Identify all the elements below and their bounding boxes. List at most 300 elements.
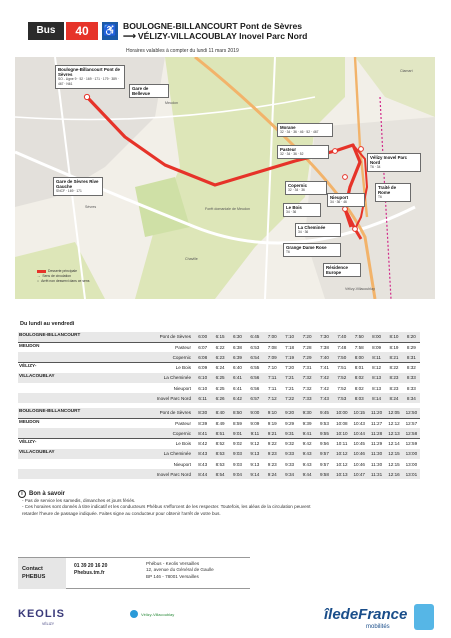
time-cell: 7:50 <box>351 332 368 342</box>
address-line: BP 146 - 78001 Versailles <box>146 573 199 579</box>
time-cell: 9:21 <box>264 428 281 438</box>
time-cell: 8:34 <box>403 393 420 403</box>
time-cell: 10:12 <box>333 449 350 459</box>
time-cell: 9:10 <box>264 408 281 418</box>
time-cell: 8:32 <box>403 363 420 373</box>
time-cell: 9:11 <box>246 428 263 438</box>
time-cell: 8:50 <box>229 408 246 418</box>
contact-label-1: Contact <box>22 566 43 572</box>
schedule-title: Du lundi au vendredi <box>20 321 75 327</box>
time-cell: 9:33 <box>285 461 295 467</box>
time-cell: 7:40 <box>316 352 333 362</box>
stop-cell: La Cheminée <box>100 373 194 383</box>
time-cell: 9:56 <box>316 439 333 449</box>
time-cell: 9:33 <box>281 449 298 459</box>
time-cell: 7:30 <box>316 332 333 342</box>
time-cell: 11:20 <box>368 408 385 418</box>
callout-name: Gare de Bellevue <box>132 86 151 96</box>
time-cell: 9:44 <box>298 469 315 479</box>
time-cell: 7:21 <box>281 373 298 383</box>
arrow-right-icon: → <box>37 274 41 278</box>
line-header <box>28 22 424 44</box>
keolis-sub: VÉLIZY <box>42 622 55 626</box>
time-cell: 12:05 <box>385 408 402 418</box>
time-cell: 7:42 <box>316 373 333 383</box>
callout-pont-de-sevres <box>55 65 125 89</box>
callout-traite-de-rome <box>375 183 411 202</box>
callout-morane <box>277 123 333 137</box>
time-cell: 6:38 <box>229 342 246 352</box>
callout-nieuport <box>327 193 365 207</box>
time-cell: 6:10 <box>198 385 208 391</box>
stop-cell: Le Bois <box>100 363 194 373</box>
commune-cell <box>18 428 100 438</box>
time-cell: 12:14 <box>385 439 402 449</box>
time-cell: 7:33 <box>298 393 315 403</box>
stop-cell: Nieuport <box>173 461 191 467</box>
timetable-late-morning <box>18 408 420 479</box>
time-cell: 8:53 <box>215 461 225 467</box>
contact-website[interactable]: Phebus.tm.fr <box>74 570 105 576</box>
time-cell: 7:32 <box>302 385 312 391</box>
time-cell: 7:38 <box>316 342 333 352</box>
table-row <box>18 408 420 418</box>
time-cell: 10:11 <box>333 439 350 449</box>
time-cell: 7:58 <box>351 342 368 352</box>
commune-cell <box>18 383 100 393</box>
callout-name: La Cheminée <box>298 225 326 230</box>
time-cell: 6:10 <box>194 373 211 383</box>
time-cell: 8:02 <box>351 373 368 383</box>
time-cell: 10:47 <box>351 469 368 479</box>
time-cell: 10:44 <box>351 428 368 438</box>
time-cell: 6:11 <box>194 393 211 403</box>
commune-cell <box>18 393 100 403</box>
commune-cell <box>18 459 100 469</box>
time-cell: 9:39 <box>298 418 315 428</box>
info-title: Bon à savoir <box>29 491 66 497</box>
time-cell: 6:26 <box>211 393 228 403</box>
place-label: Clamart <box>400 69 413 73</box>
time-cell: 7:52 <box>337 385 347 391</box>
time-cell: 9:45 <box>316 408 333 418</box>
time-cell: 7:12 <box>264 393 281 403</box>
time-cell: 12:15 <box>388 461 400 467</box>
time-cell: 12:15 <box>385 449 402 459</box>
time-cell: 6:54 <box>246 352 263 362</box>
time-cell: 9:57 <box>316 449 333 459</box>
time-cell: 8:23 <box>385 373 402 383</box>
time-cell: 10:15 <box>351 408 368 418</box>
arrow-right-icon: ⟶ <box>123 31 136 41</box>
timetable-morning <box>18 332 420 403</box>
time-cell: 6:55 <box>246 363 263 373</box>
map-legend <box>37 269 90 284</box>
velizy-emblem-icon <box>130 610 138 618</box>
time-cell: 8:52 <box>211 439 228 449</box>
time-cell: 8:13 <box>372 385 382 391</box>
table-row <box>18 332 420 342</box>
time-cell: 9:30 <box>298 408 315 418</box>
time-cell: 7:29 <box>298 352 315 362</box>
time-cell: 9:43 <box>302 461 312 467</box>
commune-cell: VILLACOUBLAY <box>18 373 100 383</box>
time-cell: 7:52 <box>333 373 350 383</box>
time-cell: 6:56 <box>246 373 263 383</box>
commune-cell: VÉLIZY- <box>18 363 100 373</box>
time-cell: 7:10 <box>281 332 298 342</box>
time-cell: 9:01 <box>229 428 246 438</box>
time-cell: 8:41 <box>194 428 211 438</box>
time-cell: 6:07 <box>194 342 211 352</box>
time-cell: 6:00 <box>194 332 211 342</box>
legend-row <box>37 279 90 283</box>
time-cell: 7:50 <box>333 352 350 362</box>
stop-cell: La Cheminée <box>100 449 194 459</box>
table-row <box>18 449 420 459</box>
time-cell: 9:04 <box>229 469 246 479</box>
route-destination-row <box>123 31 423 41</box>
time-cell: 9:03 <box>233 461 242 467</box>
stop-cell: Inovel Parc Nord <box>100 469 194 479</box>
time-cell: 10:10 <box>333 428 350 438</box>
time-cell: 9:31 <box>281 428 298 438</box>
velizy-label: Vélizy-Villacoublay <box>141 611 175 617</box>
time-cell: 6:53 <box>246 342 263 352</box>
time-cell: 7:31 <box>298 363 315 373</box>
time-cell: 13:00 <box>405 461 418 467</box>
commune-cell: BOULOGNE-BILLANCOURT <box>18 332 100 342</box>
commune-cell <box>18 352 100 362</box>
place-label: Sèvres <box>85 205 97 209</box>
commune-cell: BOULOGNE-BILLANCOURT <box>18 408 100 418</box>
time-cell: 11:30 <box>368 449 385 459</box>
bus-badge: Bus <box>28 22 64 40</box>
time-cell: 6:24 <box>211 363 228 373</box>
validity-note: Horaires valables à compter du lundi 11 mars 2019 <box>126 48 239 54</box>
time-cell: 6:41 <box>233 385 242 391</box>
time-cell: 7:48 <box>333 342 350 352</box>
time-cell: 7:28 <box>298 342 315 352</box>
contact-phone[interactable]: 01 39 20 16 20 <box>74 563 108 569</box>
table-row <box>18 439 420 449</box>
time-cell: 7:11 <box>267 385 277 391</box>
time-cell: 6:25 <box>215 385 225 391</box>
callout-codes: SNCF · 169 · 171 <box>56 189 82 193</box>
time-cell: 9:03 <box>229 449 246 459</box>
legend-swatch <box>37 270 46 273</box>
callout-codes: 32 · 34 · 36 · 52 <box>280 152 304 156</box>
idf-mobilites-sub: mobilités <box>366 624 390 630</box>
stop-cell: Pont de Sèvres <box>100 408 194 418</box>
time-cell: 7:00 <box>264 332 281 342</box>
stop-cell: Le Bois <box>100 439 194 449</box>
time-cell: 8:39 <box>194 418 211 428</box>
callout-name: Nieuport <box>330 195 349 200</box>
time-cell: 6:30 <box>229 332 246 342</box>
place-label: Chaville <box>185 257 198 261</box>
time-cell: 7:41 <box>316 363 333 373</box>
callout-name: Traité de Rome <box>378 185 397 195</box>
circle-icon: ○ <box>37 279 40 283</box>
time-cell: 8:43 <box>198 461 208 467</box>
time-cell: 6:57 <box>246 393 263 403</box>
time-cell: 9:02 <box>229 439 246 449</box>
commune-cell: MEUDON <box>18 418 100 428</box>
time-cell: 9:12 <box>246 439 263 449</box>
contact-label <box>18 558 66 589</box>
contact-label-2: PHEBUS <box>22 574 46 580</box>
info-title-row <box>18 490 433 498</box>
table-row <box>18 352 420 362</box>
callout-gare-de-bellevue <box>129 84 169 98</box>
time-cell: 7:22 <box>281 393 298 403</box>
callout-codes: 34 · 36 <box>286 210 297 214</box>
callout-name: Boulogne-Billancourt Pont de Sèvres <box>58 67 120 77</box>
time-cell: 12:58 <box>403 428 420 438</box>
time-cell: 11:28 <box>368 428 385 438</box>
legend-label: Sens de circulation <box>42 274 72 278</box>
time-cell: 9:43 <box>298 449 315 459</box>
time-cell: 9:55 <box>316 428 333 438</box>
callout-le-bois <box>283 203 321 217</box>
time-cell: 9:58 <box>316 469 333 479</box>
time-cell: 9:42 <box>298 439 315 449</box>
time-cell: 9:13 <box>246 449 263 459</box>
time-cell: 7:18 <box>281 342 298 352</box>
time-cell: 9:13 <box>250 461 260 467</box>
time-cell: 9:22 <box>264 439 281 449</box>
callout-codes: T6 <box>378 195 382 199</box>
time-cell: 7:32 <box>298 373 315 383</box>
time-cell: 11:30 <box>371 461 383 467</box>
callout-codes: 34 · 36 · 46 <box>330 200 347 204</box>
stop-cell: Nieuport <box>173 385 191 391</box>
place-label: Meudon <box>165 101 178 105</box>
time-cell: 7:20 <box>281 363 298 373</box>
time-cell: 8:13 <box>368 373 385 383</box>
time-cell: 8:33 <box>406 385 416 391</box>
legend-row <box>37 269 90 273</box>
time-cell: 8:03 <box>351 393 368 403</box>
contact-box <box>18 557 250 589</box>
table-row <box>18 418 420 428</box>
time-cell: 7:40 <box>333 332 350 342</box>
time-cell: 8:59 <box>229 418 246 428</box>
info-icon: i <box>18 490 26 498</box>
table-row <box>18 459 420 469</box>
callout-name: Le Bois <box>286 205 302 210</box>
stop-cell: Copernic <box>100 352 194 362</box>
info-section <box>18 490 433 517</box>
time-cell: 8:20 <box>403 332 420 342</box>
callout-name: Morane <box>280 125 296 130</box>
time-cell: 9:29 <box>281 418 298 428</box>
callout-codes: SO - Ligne 9 · 52 · 169 · 171 · 179 · 389 · 467 · N61 <box>58 77 119 86</box>
time-cell: 9:00 <box>246 408 263 418</box>
time-cell: 6:56 <box>250 385 260 391</box>
time-cell: 13:00 <box>403 449 420 459</box>
time-cell: 9:23 <box>267 461 277 467</box>
address-line: 12, avenue du Général de Gaulle <box>146 567 214 573</box>
time-cell: 9:24 <box>264 469 281 479</box>
place-label: Forêt domaniale de Meudon <box>205 207 250 211</box>
time-cell: 12:50 <box>403 408 420 418</box>
time-cell: 6:09 <box>194 363 211 373</box>
time-cell: 9:57 <box>319 461 329 467</box>
stop-cell: Inovel Parc Nord <box>100 393 194 403</box>
time-cell: 10:13 <box>333 469 350 479</box>
time-cell: 12:16 <box>385 469 402 479</box>
time-cell: 8:51 <box>211 428 228 438</box>
contact-phone-block <box>74 563 107 577</box>
table-row <box>18 393 420 403</box>
time-cell: 8:40 <box>211 408 228 418</box>
line-number-badge: 40 <box>66 22 98 40</box>
route-map <box>15 57 435 299</box>
callout-grange-dame-rose <box>283 243 341 257</box>
info-line: - Ces horaires sont donnés à titre indicatif et les conducteurs Phébus s'efforcent de les respecter. Toutefois, les aléas de la circulation peuvent <box>22 504 311 510</box>
time-cell: 8:42 <box>194 439 211 449</box>
time-cell: 10:08 <box>333 418 350 428</box>
velizy-logo <box>130 610 174 618</box>
time-cell: 7:51 <box>333 363 350 373</box>
idf-mobilites-emblem-icon <box>414 604 434 630</box>
time-cell: 6:25 <box>211 373 228 383</box>
time-cell: 7:53 <box>333 393 350 403</box>
callout-gare-de-sevres <box>53 177 103 196</box>
time-cell: 10:45 <box>351 439 368 449</box>
wheelchair-icon: ♿ <box>102 22 118 40</box>
time-cell: 8:00 <box>351 352 368 362</box>
stop-cell: Pasteur <box>100 418 194 428</box>
time-cell: 8:44 <box>194 469 211 479</box>
time-cell: 8:09 <box>368 342 385 352</box>
time-cell: 7:21 <box>285 385 295 391</box>
time-cell: 6:45 <box>246 332 263 342</box>
place-label: Vélizy-Villacoublay <box>345 287 375 291</box>
time-cell: 7:20 <box>298 332 315 342</box>
time-cell: 13:01 <box>403 469 420 479</box>
time-cell: 8:29 <box>403 342 420 352</box>
callout-codes: T6 <box>286 250 290 254</box>
callout-pasteur <box>277 145 329 159</box>
time-cell: 9:53 <box>316 418 333 428</box>
time-cell: 11:27 <box>368 418 385 428</box>
callout-name: Vélizy Inovel Parc Nord <box>370 155 408 165</box>
time-cell: 12:13 <box>385 428 402 438</box>
callout-name: Pasteur <box>280 147 297 152</box>
info-line: retarder l'heure de passage indiquée. Faites signe au conducteur pour obtenir l'arrêt de votre bus. <box>22 510 221 516</box>
time-cell: 6:08 <box>194 352 211 362</box>
stop-cell: Pont de Sèvres <box>100 332 194 342</box>
footer <box>0 598 451 638</box>
time-cell: 6:15 <box>211 332 228 342</box>
callout-codes: 34 · 36 <box>298 230 309 234</box>
time-cell: 8:02 <box>354 385 364 391</box>
time-cell: 8:54 <box>211 469 228 479</box>
time-cell: 8:49 <box>211 418 228 428</box>
callout-name: Copernic <box>288 183 308 188</box>
time-cell: 8:10 <box>385 332 402 342</box>
time-cell: 8:19 <box>385 342 402 352</box>
time-cell: 10:46 <box>351 449 368 459</box>
time-cell: 8:43 <box>194 449 211 459</box>
time-cell: 10:00 <box>333 408 350 418</box>
info-line: - Pas de service les samedis, dimanches et jours fériés. <box>22 498 136 503</box>
time-cell: 11:29 <box>368 439 385 449</box>
time-cell: 7:11 <box>264 373 281 383</box>
address-line: Phébus - Keolis Versailles <box>146 561 200 566</box>
legend-row <box>37 274 90 278</box>
table-row <box>18 428 420 438</box>
commune-cell: VÉLIZY- <box>18 439 100 449</box>
callout-name: Grange Dame Rose <box>286 245 327 250</box>
time-cell: 8:12 <box>368 363 385 373</box>
callout-codes: T6 · 34 <box>370 165 381 169</box>
contact-address <box>146 561 214 580</box>
table-row <box>18 342 420 352</box>
time-cell: 7:09 <box>264 352 281 362</box>
time-cell: 8:30 <box>194 408 211 418</box>
time-cell: 9:34 <box>281 469 298 479</box>
commune-cell: VILLACOUBLAY <box>18 449 100 459</box>
stop-cell: Copernic <box>100 428 194 438</box>
route-origin: BOULOGNE-BILLANCOURT Pont de Sèvres <box>123 21 303 31</box>
time-cell: 9:41 <box>298 428 315 438</box>
legend-label: Arrêt non desservi dans ce sens <box>41 279 90 283</box>
callout-residence-europe <box>323 263 361 277</box>
legend-label: Desserte principale <box>48 269 78 273</box>
time-cell: 8:33 <box>403 373 420 383</box>
time-cell: 12:59 <box>403 439 420 449</box>
time-cell: 8:53 <box>211 449 228 459</box>
time-cell: 7:42 <box>319 385 329 391</box>
route-destination: VÉLIZY-VILLACOUBLAY Inovel Parc Nord <box>137 31 308 41</box>
callout-name: Gare de Sèvres Rive Gauche <box>56 179 99 189</box>
callout-la-cheminee <box>295 223 341 237</box>
table-row <box>18 373 420 383</box>
callout-inovel-parc-nord <box>367 153 421 172</box>
time-cell: 6:41 <box>229 373 246 383</box>
time-cell: 9:32 <box>281 439 298 449</box>
route-title <box>123 21 423 41</box>
time-cell: 6:42 <box>229 393 246 403</box>
callout-codes: 32 · 34 · 36 <box>288 188 305 192</box>
time-cell: 6:40 <box>229 363 246 373</box>
table-row <box>18 363 420 373</box>
table-row <box>18 469 420 479</box>
time-cell: 7:43 <box>316 393 333 403</box>
time-cell: 7:10 <box>264 363 281 373</box>
time-cell: 9:23 <box>264 449 281 459</box>
time-cell: 8:22 <box>385 363 402 373</box>
time-cell: 10:43 <box>351 418 368 428</box>
time-cell: 9:09 <box>246 418 263 428</box>
commune-cell <box>18 469 100 479</box>
commune-cell: MEUDON <box>18 342 100 352</box>
time-cell: 6:23 <box>211 352 228 362</box>
time-cell: 9:20 <box>281 408 298 418</box>
keolis-logo: KEOLIS <box>18 608 65 620</box>
time-cell: 8:01 <box>351 363 368 373</box>
time-cell: 10:46 <box>353 461 365 467</box>
time-cell: 7:19 <box>281 352 298 362</box>
time-cell: 12:57 <box>403 418 420 428</box>
time-cell: 10:12 <box>336 461 348 467</box>
time-cell: 8:21 <box>385 352 402 362</box>
time-cell: 8:31 <box>403 352 420 362</box>
